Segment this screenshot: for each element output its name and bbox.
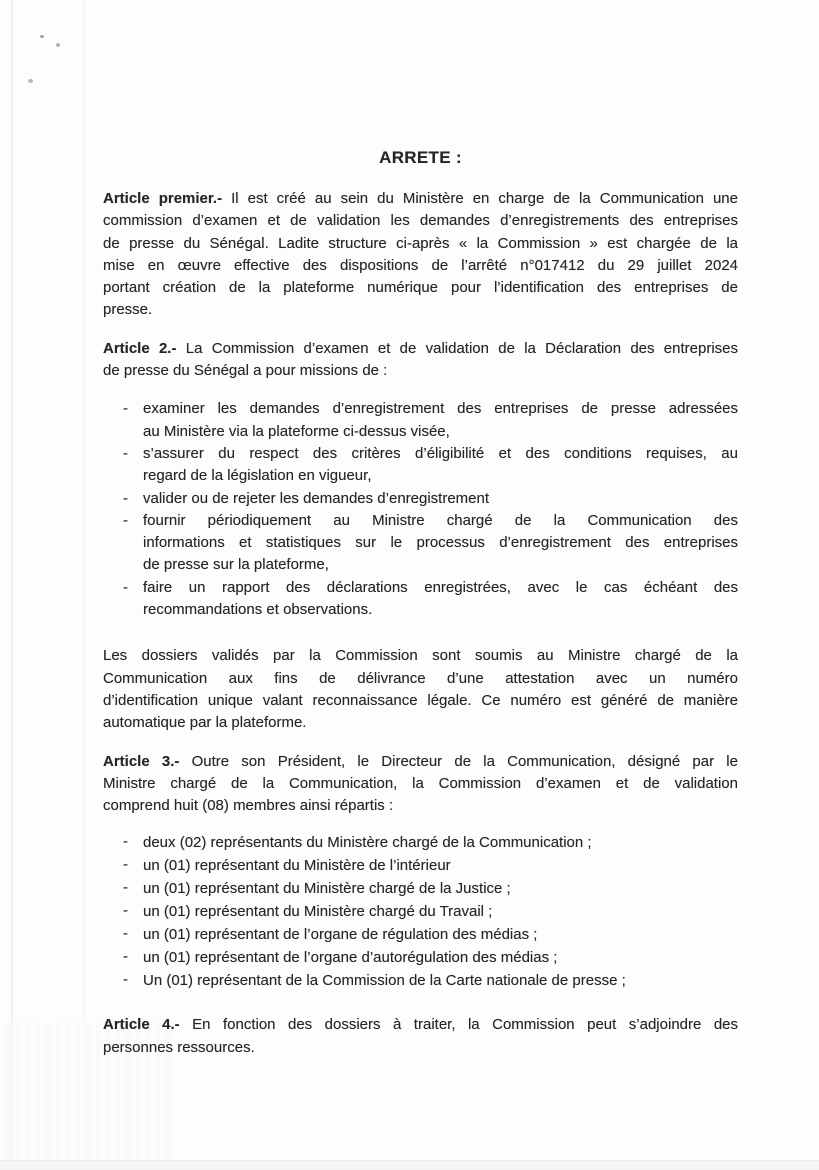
text-line: s’assurer du respect des critères d’éligibilité et des conditions requises, au: [143, 444, 738, 462]
paragraph: [103, 338, 738, 383]
dash-bullet-icon: -: [123, 971, 128, 989]
text-line: au Ministère via la plateforme ci-dessus visée,: [143, 422, 450, 440]
text-line: comprend huit (08) membres ainsi répartis :: [103, 797, 394, 815]
bullet-item: [103, 510, 738, 577]
dash-bullet-icon: -: [123, 833, 128, 851]
article-label: Article premier.-: [103, 190, 223, 207]
text-line: de presse du Sénégal a pour missions de :: [103, 362, 388, 380]
document-body: [103, 188, 738, 1059]
text-line: Article 4.- En fonction des dossiers à traiter, la Commission peut s’adjoindre des: [103, 1016, 738, 1034]
dash-bullet-icon: -: [123, 902, 128, 920]
text-line: informations et statistiques sur le processus d’enregistrement des entreprises: [143, 534, 738, 552]
text-line: faire un rapport des déclarations enregistrées, avec le cas échéant des: [143, 578, 738, 596]
dash-bullet-icon: -: [123, 879, 128, 897]
bullet-item: [103, 443, 738, 488]
bullet-item: [103, 900, 738, 923]
text-line: Un (01) représentant de la Commission de la Carte nationale de presse ;: [143, 972, 626, 990]
bullet-list: [103, 831, 738, 992]
scan-edge-artifact: [83, 0, 85, 1170]
text-line: Article premier.- Il est créé au sein du Ministère en charge de la Communication une: [103, 190, 738, 207]
article-label: Article 3.-: [103, 752, 180, 770]
text-line: valider ou de rejeter les demandes d’enregistrement: [143, 489, 490, 507]
bullet-list: [103, 398, 738, 621]
text-line: de presse du Sénégal. Ladite structure ci-après « la Commission » est chargée de la: [103, 234, 738, 252]
text-line: un (01) représentant de l’organe de régulation des médias ;: [143, 926, 538, 944]
dash-bullet-icon: -: [123, 925, 128, 943]
document-content: [103, 148, 738, 1059]
scan-speck: [40, 35, 44, 38]
text-line: presse.: [103, 301, 153, 319]
paragraph: [103, 751, 738, 818]
text-line: portant création de la plateforme numérique pour l’identification des entreprises de: [103, 279, 738, 297]
dash-bullet-icon: -: [123, 489, 128, 507]
bullet-item: [103, 577, 738, 622]
scan-edge-artifact: [0, 1160, 819, 1170]
document-title: ARRETE :: [379, 148, 462, 167]
paragraph: [103, 1014, 738, 1059]
paragraph: [103, 645, 738, 734]
bullet-item: [103, 877, 738, 900]
text-line: Les dossiers validés par la Commission sont soumis au Ministre chargé de la: [103, 647, 738, 665]
bullet-item: [103, 969, 738, 992]
article-label: Article 4.-: [103, 1016, 180, 1034]
text-line: examiner les demandes d’enregistrement des entreprises de presse adressées: [143, 400, 738, 418]
scan-edge-artifact: [11, 0, 13, 1170]
dash-bullet-icon: -: [123, 511, 128, 529]
bullet-item: [103, 854, 738, 877]
text-line: fournir périodiquement au Ministre chargé de la Communication des: [143, 511, 738, 529]
text-line: regard de la législation en vigueur,: [143, 467, 372, 485]
bullet-item: [103, 831, 738, 854]
text-line: automatique par la plateforme.: [103, 714, 307, 732]
text-line: un (01) représentant du Ministère de l’intérieur: [143, 857, 451, 875]
text-line: d’identification unique valant reconnaissance légale. Ce numéro est généré de manière: [103, 691, 738, 709]
article-label: Article 2.-: [103, 339, 177, 357]
text-line: Ministre chargé de la Communication, la Commission d’examen et de validation: [103, 774, 738, 792]
paragraph: [103, 188, 738, 322]
text-line: deux (02) représentants du Ministère chargé de la Communication ;: [143, 834, 592, 852]
scan-speck: [28, 79, 33, 83]
dash-bullet-icon: -: [123, 400, 128, 418]
text-line: un (01) représentant du Ministère chargé de la Justice ;: [143, 880, 511, 898]
bullet-item: [103, 488, 738, 510]
text-line: personnes ressources.: [103, 1038, 255, 1056]
dash-bullet-icon: -: [123, 856, 128, 874]
dash-bullet-icon: -: [123, 444, 128, 462]
text-line: commission d’examen et de validation les demandes d’enregistrements des entreprises: [103, 212, 738, 230]
text-line: mise en œuvre effective des dispositions de l’arrêté n°017412 du 29 juillet 2024: [103, 256, 738, 274]
text-line: Article 3.- Outre son Président, le Directeur de la Communication, désigné par le: [103, 752, 738, 770]
bullet-item: [103, 398, 738, 443]
dash-bullet-icon: -: [123, 948, 128, 966]
bullet-item: [103, 946, 738, 969]
text-line: un (01) représentant de l’organe d’autorégulation des médias ;: [143, 949, 558, 967]
text-line: Article 2.- La Commission d’examen et de validation de la Déclaration des entreprises: [103, 339, 738, 357]
dash-bullet-icon: -: [123, 578, 128, 596]
text-line: un (01) représentant du Ministère chargé du Travail ;: [143, 903, 493, 921]
text-line: de presse sur la plateforme,: [143, 556, 329, 574]
text-line: recommandations et observations.: [143, 601, 373, 619]
scan-speck: [56, 43, 60, 47]
text-line: Communication aux fins de délivrance d’une attestation avec un numéro: [103, 669, 738, 687]
bullet-item: [103, 923, 738, 946]
